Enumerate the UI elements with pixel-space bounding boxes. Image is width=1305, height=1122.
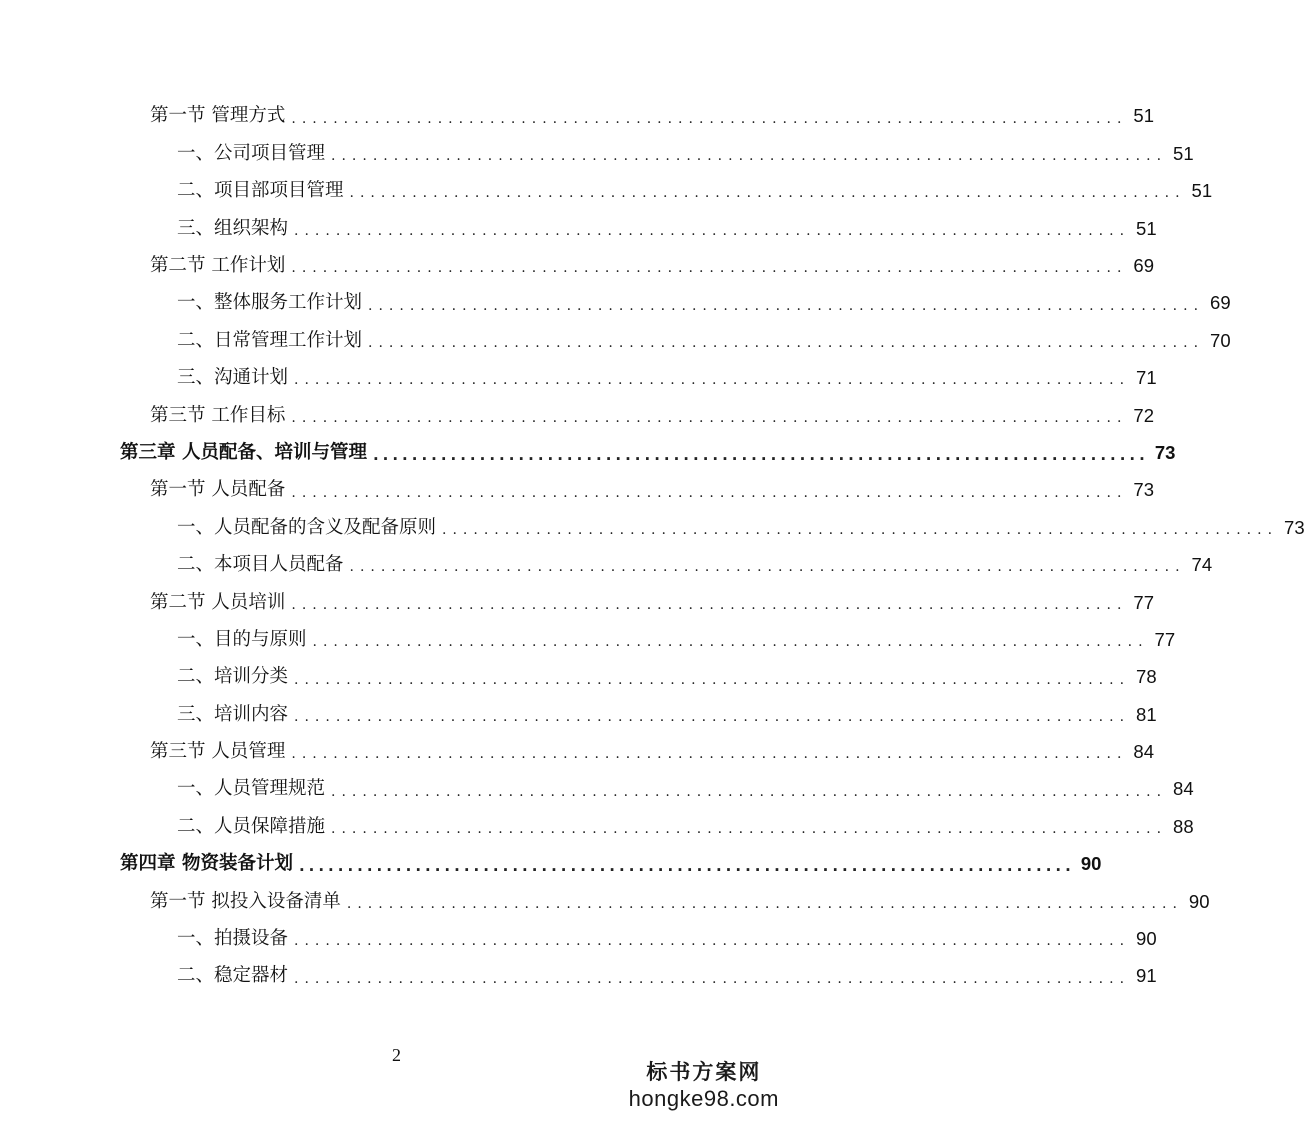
- toc-entry-title: 一、整体服务工作计划: [177, 292, 363, 314]
- toc-entry-page: 90: [1080, 853, 1102, 875]
- toc-entry[interactable]: [0, 98, 1154, 135]
- toc-dot-leader: ................................................................................: [368, 297, 1205, 314]
- toc-dot-leader: ................................................................................: [294, 933, 1131, 950]
- toc-entry-title: 第二节 工作计划: [150, 255, 286, 276]
- toc-entry[interactable]: [0, 435, 1176, 472]
- toc-entry-page: 73: [1284, 516, 1305, 538]
- toc-dot-leader: ................................................................................: [291, 260, 1128, 277]
- toc-dot-leader: ................................................................................: [298, 857, 1075, 875]
- toc-entry[interactable]: [0, 173, 1213, 210]
- toc-dot-leader: ................................................................................: [291, 409, 1128, 426]
- toc-entry[interactable]: [0, 472, 1154, 509]
- toc-entry-page: 77: [1154, 628, 1176, 650]
- toc-entry[interactable]: [0, 322, 1231, 359]
- toc-entry-page: 51: [1133, 105, 1154, 127]
- toc-entry-page: 91: [1136, 965, 1157, 987]
- toc-entry[interactable]: [0, 285, 1231, 322]
- toc-entry[interactable]: [0, 210, 1157, 247]
- toc-entry-title: 二、本项目人员配备: [177, 554, 344, 576]
- toc-entry[interactable]: [0, 659, 1157, 696]
- toc-dot-leader: ................................................................................: [312, 634, 1149, 651]
- toc-entry-page: 69: [1133, 255, 1154, 276]
- toc-entry[interactable]: [0, 734, 1154, 771]
- toc-dot-leader: ................................................................................: [331, 148, 1168, 165]
- toc-dot-leader: ................................................................................: [291, 746, 1128, 763]
- toc-entry-page: 51: [1191, 180, 1213, 202]
- toc-entry-page: 70: [1210, 329, 1231, 351]
- toc-dot-leader: ................................................................................: [331, 821, 1168, 838]
- toc-entry-page: 71: [1136, 367, 1157, 389]
- toc-entry[interactable]: [0, 808, 1194, 845]
- toc-entry[interactable]: [0, 360, 1157, 397]
- toc-dot-leader: ................................................................................: [346, 895, 1183, 912]
- toc-entry[interactable]: [0, 509, 1305, 546]
- toc-entry-page: 69: [1210, 292, 1231, 314]
- toc-entry-page: 77: [1133, 591, 1154, 613]
- toc-entry-title: 三、培训内容: [177, 703, 289, 725]
- toc-entry-title: 二、稳定器材: [177, 965, 289, 987]
- toc-entry-page: 73: [1154, 441, 1176, 463]
- toc-entry[interactable]: [0, 696, 1157, 733]
- toc-dot-leader: ................................................................................: [349, 559, 1186, 576]
- toc-entry-page: 73: [1133, 479, 1154, 501]
- toc-entry-title: 第四章 物资装备计划: [120, 853, 293, 875]
- toc-entry-title: 第三章 人员配备、培训与管理: [120, 441, 367, 463]
- toc-dot-leader: ................................................................................: [442, 521, 1279, 538]
- toc-entry-title: 第一节 人员配备: [150, 479, 286, 501]
- toc-entry-page: 84: [1173, 778, 1194, 800]
- toc-entry[interactable]: [0, 621, 1176, 658]
- toc-entry[interactable]: [0, 584, 1154, 621]
- toc-entry-title: 二、项目部项目管理: [177, 180, 344, 202]
- toc-entry-page: 81: [1136, 703, 1157, 725]
- toc-entry-title: 第三节 人员管理: [150, 741, 286, 763]
- toc-entry-title: 一、公司项目管理: [177, 142, 326, 164]
- toc-dot-leader: ................................................................................: [372, 445, 1149, 464]
- toc-dot-leader: ................................................................................: [291, 110, 1128, 127]
- toc-dot-leader: ................................................................................: [294, 970, 1131, 987]
- toc-entry[interactable]: [0, 547, 1213, 584]
- toc-entry-title: 第二节 人员培训: [150, 591, 286, 613]
- toc-entry-title: 三、沟通计划: [177, 367, 289, 389]
- toc-dot-leader: ................................................................................: [291, 484, 1128, 501]
- toc-dot-leader: ................................................................................: [349, 185, 1186, 202]
- toc-entry-page: 51: [1136, 217, 1157, 239]
- toc-entry-page: 51: [1173, 142, 1194, 164]
- watermark-brand: 标书方案网: [646, 1059, 762, 1084]
- toc-entry-title: 一、人员管理规范: [177, 778, 326, 800]
- toc-dot-leader: ................................................................................: [294, 708, 1131, 725]
- toc-entry[interactable]: [0, 135, 1194, 172]
- toc-entry[interactable]: [0, 958, 1157, 995]
- toc-entry-page: 90: [1188, 890, 1210, 912]
- toc-dot-leader: ................................................................................: [291, 596, 1128, 613]
- toc-entry[interactable]: [0, 883, 1210, 920]
- toc-entry-title: 第一节 拟投入设备清单: [150, 890, 341, 912]
- toc-entry-title: 三、组织架构: [177, 217, 289, 239]
- toc-entry-page: 74: [1191, 554, 1213, 576]
- toc-entry-title: 二、培训分类: [177, 666, 289, 688]
- toc-dot-leader: ................................................................................: [368, 335, 1205, 352]
- page-number: 2: [392, 1045, 401, 1065]
- toc-entry-title: 一、目的与原则: [177, 628, 307, 650]
- toc-entry-title: 一、拍摄设备: [177, 928, 289, 950]
- toc-entry-page: 90: [1136, 928, 1157, 950]
- watermark-logo: [629, 1056, 779, 1112]
- toc-dot-leader: ................................................................................: [294, 372, 1131, 389]
- toc-entry-page: 88: [1173, 815, 1194, 837]
- toc-dot-leader: ................................................................................: [294, 671, 1131, 688]
- toc-entry[interactable]: [0, 846, 1102, 883]
- toc-entry-title: 一、人员配备的含义及配备原则: [177, 516, 437, 538]
- toc-entry-title: 第三节 工作目标: [150, 404, 286, 426]
- toc-entry-page: 84: [1133, 741, 1154, 763]
- toc-entry[interactable]: [0, 248, 1154, 285]
- table-of-contents: [0, 98, 1305, 995]
- toc-dot-leader: ................................................................................: [294, 222, 1131, 239]
- toc-entry-title: 第一节 管理方式: [150, 105, 286, 127]
- toc-entry[interactable]: [0, 771, 1194, 808]
- toc-entry[interactable]: [0, 397, 1154, 434]
- toc-entry-title: 二、日常管理工作计划: [177, 329, 363, 351]
- toc-entry-page: 72: [1133, 404, 1154, 426]
- toc-dot-leader: ................................................................................: [331, 783, 1168, 800]
- toc-entry-page: 78: [1136, 666, 1157, 688]
- toc-entry[interactable]: [0, 921, 1157, 958]
- watermark-url: hongke98.com: [628, 1086, 779, 1111]
- toc-entry-title: 二、人员保障措施: [177, 815, 326, 837]
